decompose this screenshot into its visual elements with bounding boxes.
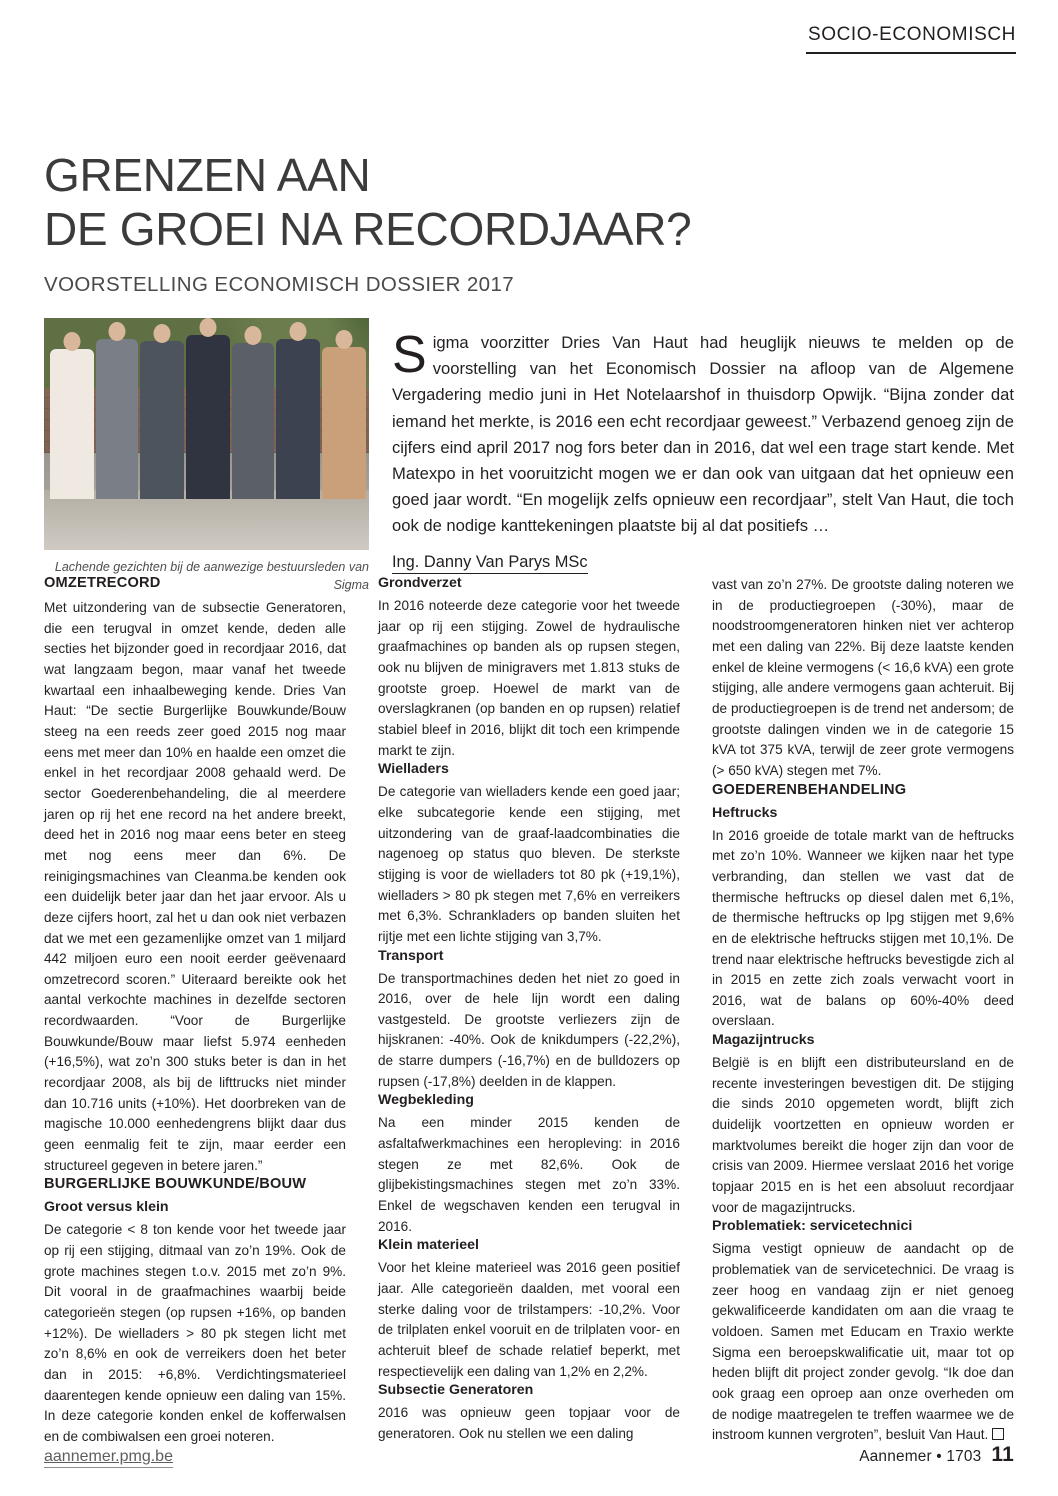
photo-person-head	[336, 330, 353, 349]
heading-burgerlijke-bouwkunde: BURGERLIJKE BOUWKUNDE/BOUW	[44, 1176, 307, 1193]
heading-subsectie-generatoren: Subsectie Generatoren	[378, 1382, 534, 1399]
paragraph-groot-versus-klein: De categorie < 8 ton kende voor het tweede jaar op rij een stijging, ditmaal van zo’n 19%. Ook de grote machines stegen t.o.v. 2015 met zo’n 9%. Dit vooral in de graafmachines waarbij beide categorieën stegen (op rupsen +16%, op banden +12%). De wielladers > 80 pk stegen licht met zo’n 8,6% en ook de verreikers doen het beter dan in 2015: +6,8%. Verdichtingsmaterieel daarentegen kende opnieuw een daling van 15%. In deze categorie konden enkel de kofferwalsen en de combiwalsen een groei noteren.	[44, 1222, 346, 1444]
page-subtitle: VOORSTELLING ECONOMISCH DOSSIER 2017	[44, 272, 515, 296]
page-title	[44, 148, 1014, 257]
paragraph-wielladers: De categorie van wielladers kende een goed jaar; elke subcategorie kende een stijging, met uitzondering van de graaf-laadcombinaties die nagenoeg op status quo bleven. De sterkste stijging is voor de wielladers tot 80 pk (+19,1%), wielladers > 80 pk stegen met 7,6% en verreikers met 6,3%. Schrankladers op banden sluiten het rijtje met een lichte stijging van 3,7%.	[378, 784, 680, 944]
photo-person	[276, 339, 320, 499]
page-header	[806, 24, 1016, 54]
standfirst-text: igma voorzitter Dries Van Haut had heuglijk nieuws te melden op de voorstelling van het Economisch Dossier na afloop van de Algemene Vergadering medio juni in Het Notelaarshof in thuisdorp Opwijk. “Bijna zonder dat iemand het merkte, is 2016 een echt recordjaar geweest.” Verbazend genoeg zijn de cijfers eind april 2017 nog fors beter dan in 2016, dat wel een trage start kende. Met Matexpo in het vooruitzicht mogen we er dan ook van uitgaan dat het opnieuw een goed jaar wordt. “En mogelijk zelfs opnieuw een recordjaar”, stelt Van Haut, die toch ook de nodige kanttekeningen plaatste bij al dat positiefs …	[392, 333, 1014, 536]
title-line-2: DE GROEI NA RECORDJAAR?	[44, 203, 692, 256]
heading-problematiek-servicetechnici: Problematiek: servicetechnici	[712, 1218, 913, 1235]
article-standfirst	[392, 326, 1014, 574]
page-footer	[44, 1443, 1014, 1468]
title-line-1: GRENZEN AAN	[44, 149, 371, 201]
heading-groot-versus-klein: Groot versus klein	[44, 1199, 169, 1216]
photo-person	[50, 349, 94, 499]
body-column-3	[712, 575, 1014, 1443]
heading-wegbekleding: Wegbekleding	[378, 1092, 474, 1109]
photo-person-head	[200, 318, 217, 337]
end-mark-icon	[992, 1428, 1004, 1440]
paragraph-generatoren: 2016 was opnieuw geen topjaar voor de generatoren. Ook nu stellen we een daling	[378, 1405, 680, 1441]
paragraph-wegbekleding: Na een minder 2015 kenden de asfaltafwerkmachines een heropleving: in 2016 stegen ze met 82,6%. Ook de glijbekistingsmachines stegen met zo’n 33%. Enkel de wegschaven kenden een terugval in 2016.	[378, 1115, 680, 1234]
photo-person	[322, 347, 366, 499]
paragraph-heftrucks: In 2016 groeide de totale markt van de heftrucks met zo’n 10%. Wanneer we kijken naar het type verbranding, dan stellen we vast dat de thermische heftrucks op diesel dalen met 6,1%, de thermische heftrucks op lpg stijgen met 9,6% en de elektrische heftrucks stijgen met 10,1%. De trend naar elektrische heftrucks bevestigde zich al in 2015 en zette zich zoals verwacht voort in 2016, wat de balans op 60%-40% deed overslaan.	[712, 827, 1014, 1029]
body-column-2	[378, 575, 680, 1441]
heading-omzetrecord: OMZETRECORD	[44, 575, 161, 591]
heading-klein-materieel: Klein materieel	[378, 1237, 479, 1254]
article-body	[44, 575, 1014, 1444]
drop-cap: S	[392, 326, 427, 384]
heading-wielladers: Wielladers	[378, 761, 449, 778]
website-link[interactable]: aannemer.pmg.be	[44, 1448, 173, 1468]
photo-caption: Lachende gezichten bij de aanwezige bestuursleden van Sigma	[54, 560, 369, 593]
photo-person-head	[290, 322, 307, 341]
paragraph-servicetechnici	[712, 1239, 1014, 1446]
heading-transport: Transport	[378, 947, 444, 964]
paragraph-transport: De transportmachines deden het niet zo goed in 2016, over de hele lijn wordt een daling vastgesteld. De grootste verliezers zijn de hijskranen: -40%. Ook de knikdumpers (-22,2%), de starre dumpers (-16,7%) en de bulldozers op rupsen (-17,8%) deelden in de klappen.	[378, 970, 680, 1089]
photo-person	[140, 341, 184, 499]
photo-person-head	[64, 332, 81, 351]
photo-person	[232, 343, 274, 499]
title-block	[44, 148, 1014, 297]
magazine-issue: Aannemer • 1703	[859, 1448, 982, 1465]
author-byline: Ing. Danny Van Parys MSc	[392, 553, 588, 574]
paragraph-klein-materieel: Voor het kleine materieel was 2016 geen positief jaar. Alle categorieën daalden, met vooral een sterke daling voor de trilstampers: -10,2%. Voor de trilplaten enkel vooruit en de trilplaten voor- en achteruit bleef de schade relatief beperkt, met respectievelijk een daling van 1,2% en 2,2%.	[378, 1260, 680, 1379]
paragraph-omzetrecord: Met uitzondering van de subsectie Generatoren, die een terugval in omzet kende, deden alle secties het bijzonder goed in recordjaar 2016, dat wat langzaam begon, maar vanaf het tweede kwartaal een inhaalbeweging kende. Dries Van Haut: “De sectie Burgerlijke Bouwkunde/Bouw steeg na een reeds zeer goed 2015 nog maar eens met meer dan 10% en haalde een omzet die enkel in het recordjaar 2008 gehaald werd. De sector Goederenbehandeling, die al meerdere jaren op rij het ene record na het andere breekt, deed het in 2016 nog maar eens beter en steeg met nog eens meer dan 6%. De reinigingsmachines van Cleanma.be kenden ook een duidelijk beter jaar dan het jaar ervoor. Als u deze cijfers hoort, zal het u dan ook niet verbazen dat we met een gezamenlijke omzet van 1 miljard 442 miljoen euro een nooit eerder geëvenaard omzetrecord scoren.” Uiteraard bereikte ook het aantal verkochte machines in dezelfde sectoren recordwaarden. “Voor de Burgerlijke Bouwkunde/Bouw maar liefst 5.974 eenheden (+16,5%), wat zo’n 300 stuks beter is dan in het recordjaar 2008, als bij de lifttrucks niet minder dan 10.716 units (+10%). Het doorbreken van de magische 10.000 eenhedengrens blijkt daar dus geen eenmalig feit te zijn, maar eerder een structureel gegeven in betere jaren.”	[44, 600, 346, 1173]
heading-goederenbehandeling: GOEDERENBEHANDELING	[712, 781, 907, 798]
paragraph-grondverzet: In 2016 noteerde deze categorie voor het tweede jaar op rij een stijging. Zowel de hydraulische graafmachines op banden als op rupsen stegen, ook nu blijven de minigravers met 1.813 stuks de grootste groep. Hoewel de markt van de overslagkranen (op banden en op rupsen) relatief stabiel bleef in 2016, blijkt dit toch een krimpende markt te zijn.	[378, 598, 680, 758]
header-rule	[806, 52, 1016, 54]
photo-person-head	[154, 324, 171, 343]
photo-person	[186, 335, 230, 499]
page-number: 11	[991, 1443, 1014, 1466]
photo-person	[96, 339, 138, 499]
group-photo	[44, 318, 369, 550]
article-photo-block	[44, 318, 369, 594]
heading-magazijntrucks: Magazijntrucks	[712, 1032, 815, 1049]
body-column-1	[44, 575, 346, 1444]
heading-heftrucks: Heftrucks	[712, 804, 778, 821]
paragraph-servicetechnici-text: Sigma vestigt opnieuw de aandacht op de problematiek van de servicetechnici. De vraag is zeer hoog en vandaag zijn er niet genoeg gekwalificeerde kandidaten om aan die vraag te voldoen. Samen met Educam en Traxio werkte Sigma een beroepskwalificatie uit, maar tot op heden blijft dit project zonder gevolg. “Ik doe dan ook graag een oproep aan onze overheden om de nodige maatregelen te treffen waarmee we de instroom kunnen vergroten”, besluit Van Haut.	[712, 1241, 1014, 1443]
paragraph-generatoren-continued: vast van zo’n 27%. De grootste daling noteren we in de productiegroepen (-30%), maar de noodstroomgeneratoren hinken niet ver achterop met een daling van 22%. Bij deze laatste kenden enkel de kleine vermogens (< 16,6 kVA) een grote stijging, alle andere vermogens gaan achteruit. Bij de productiegroepen is de trend net andersom; de grootste dalingen vinden we in de categorie 15 kVA tot 375 kVA, terwijl de zeer grote vermogens (> 650 kVA) stegen met 7%.	[712, 577, 1014, 778]
photo-person-head	[245, 326, 262, 345]
footer-right	[859, 1443, 1014, 1467]
photo-person-head	[109, 322, 126, 341]
photo-people-row	[44, 369, 369, 499]
section-rubric: SOCIO-ECONOMISCH	[807, 24, 1016, 45]
heading-grondverzet: Grondverzet	[378, 575, 462, 591]
paragraph-magazijntrucks: België is en blijft een distributeursland en de recente investeringen bevestigen dit. De stijging die sinds 2010 opgemeten wordt, blijft zich duidelijk voortzetten en opnieuw worden er marktvolumes bereikt die hoger zijn dan voor de crisis van 2009. Hiermee verslaat 2016 het vorige topjaar 2015 en is het een absoluut recordjaar voor de magazijntrucks.	[712, 1055, 1014, 1215]
standfirst-paragraph	[392, 326, 1014, 540]
